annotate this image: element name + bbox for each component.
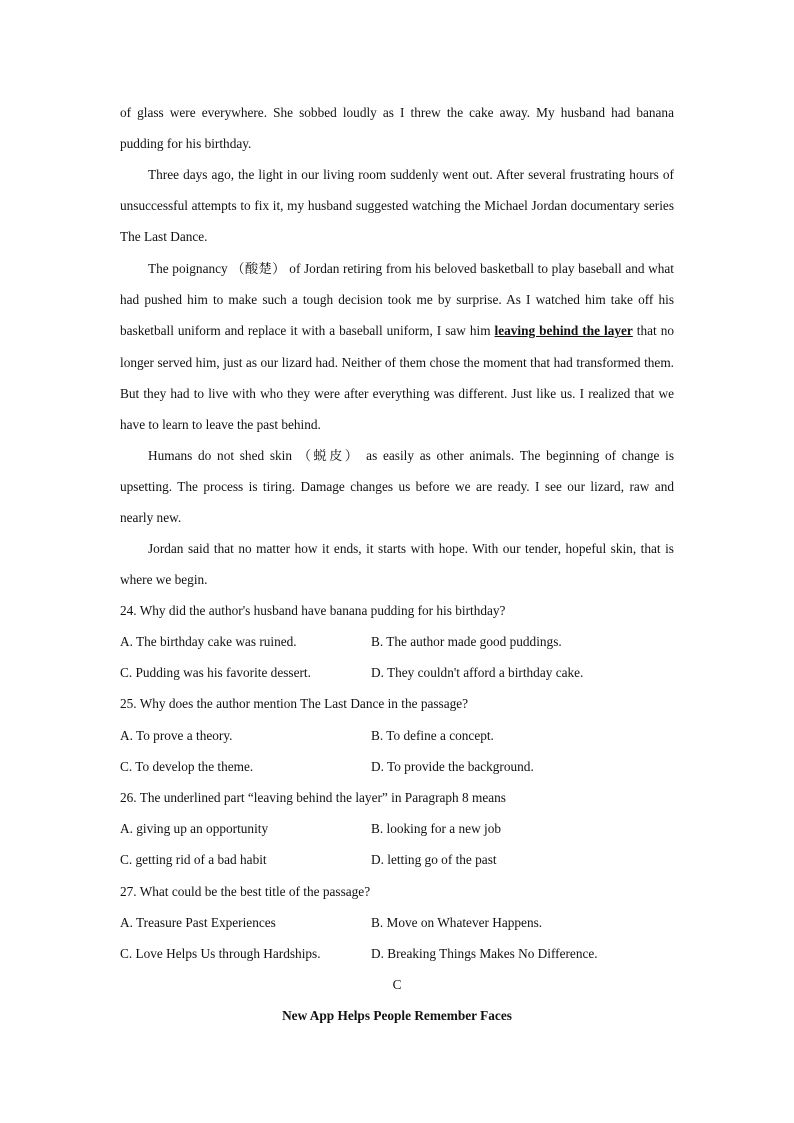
paragraph-3-text-before: The poignancy （酸楚） of Jordan retiring from his beloved basketball to play baseball and what had pushed him to make such a tough decision took me by surprise. As I watched him take off his basketball uniform and replace it with a baseball uniform, I saw him (120, 261, 674, 339)
section-letter: C (392, 977, 402, 992)
paragraph-4: Humans do not shed skin （蜕皮） as easily as other animals. The beginning of change is upsetting. The process is tiring. Damage changes us before we are ready. I see our lizard, raw and nearly new. (120, 448, 674, 526)
question-24-option-d: D. They couldn't afford a birthday cake. (371, 665, 584, 680)
question-27-option-d: D. Breaking Things Makes No Difference. (371, 946, 598, 961)
question-27-option-c: C. Love Helps Us through Hardships. (120, 946, 321, 961)
question-24-option-c: C. Pudding was his favorite dessert. (120, 665, 311, 680)
underlined-phrase: leaving behind the layer (494, 323, 633, 339)
paragraph-3 (120, 253, 674, 440)
section-title: New App Helps People Remember Faces (282, 1008, 512, 1023)
question-25-option-a: A. To prove a theory. (120, 728, 233, 743)
question-25-option-c: C. To develop the theme. (120, 759, 254, 774)
question-26-option-d: D. letting go of the past (371, 852, 497, 867)
question-25-option-b: B. To define a concept. (371, 728, 494, 743)
question-26-option-c: C. getting rid of a bad habit (120, 852, 267, 867)
question-27-option-a: A. Treasure Past Experiences (120, 915, 276, 930)
question-25-stem: 25. Why does the author mention The Last Dance in the passage? (120, 696, 469, 711)
question-26-option-b: B. looking for a new job (371, 821, 501, 836)
question-24-option-b: B. The author made good puddings. (371, 634, 562, 649)
question-24-stem: 24. Why did the author's husband have banana pudding for his birthday? (120, 603, 506, 618)
question-26-stem: 26. The underlined part “leaving behind the layer” in Paragraph 8 means (120, 790, 506, 805)
paragraph-5: Jordan said that no matter how it ends, it starts with hope. With our tender, hopeful skin, that is where we begin. (120, 541, 674, 588)
question-26-option-a: A. giving up an opportunity (120, 821, 269, 836)
question-27-option-b: B. Move on Whatever Happens. (371, 915, 543, 930)
question-25-option-d: D. To provide the background. (371, 759, 534, 774)
paragraph-2: Three days ago, the light in our living room suddenly went out. After several frustrating hours of unsuccessful attempts to fix it, my husband suggested watching the Michael Jordan documentary series The Last Dance. (120, 167, 674, 245)
paragraph-3-text-after: that no longer served him, just as our lizard had. Neither of them chose the moment that had transformed them. But they had to live with who they were after everything was different. Just like us. I realized that we have to learn to leave the past behind. (120, 323, 674, 433)
paragraph-1: of glass were everywhere. She sobbed loudly as I threw the cake away. My husband had banana pudding for his birthday. (120, 105, 674, 152)
question-27-stem: 27. What could be the best title of the passage? (120, 884, 371, 899)
question-24-option-a: A. The birthday cake was ruined. (120, 634, 297, 649)
